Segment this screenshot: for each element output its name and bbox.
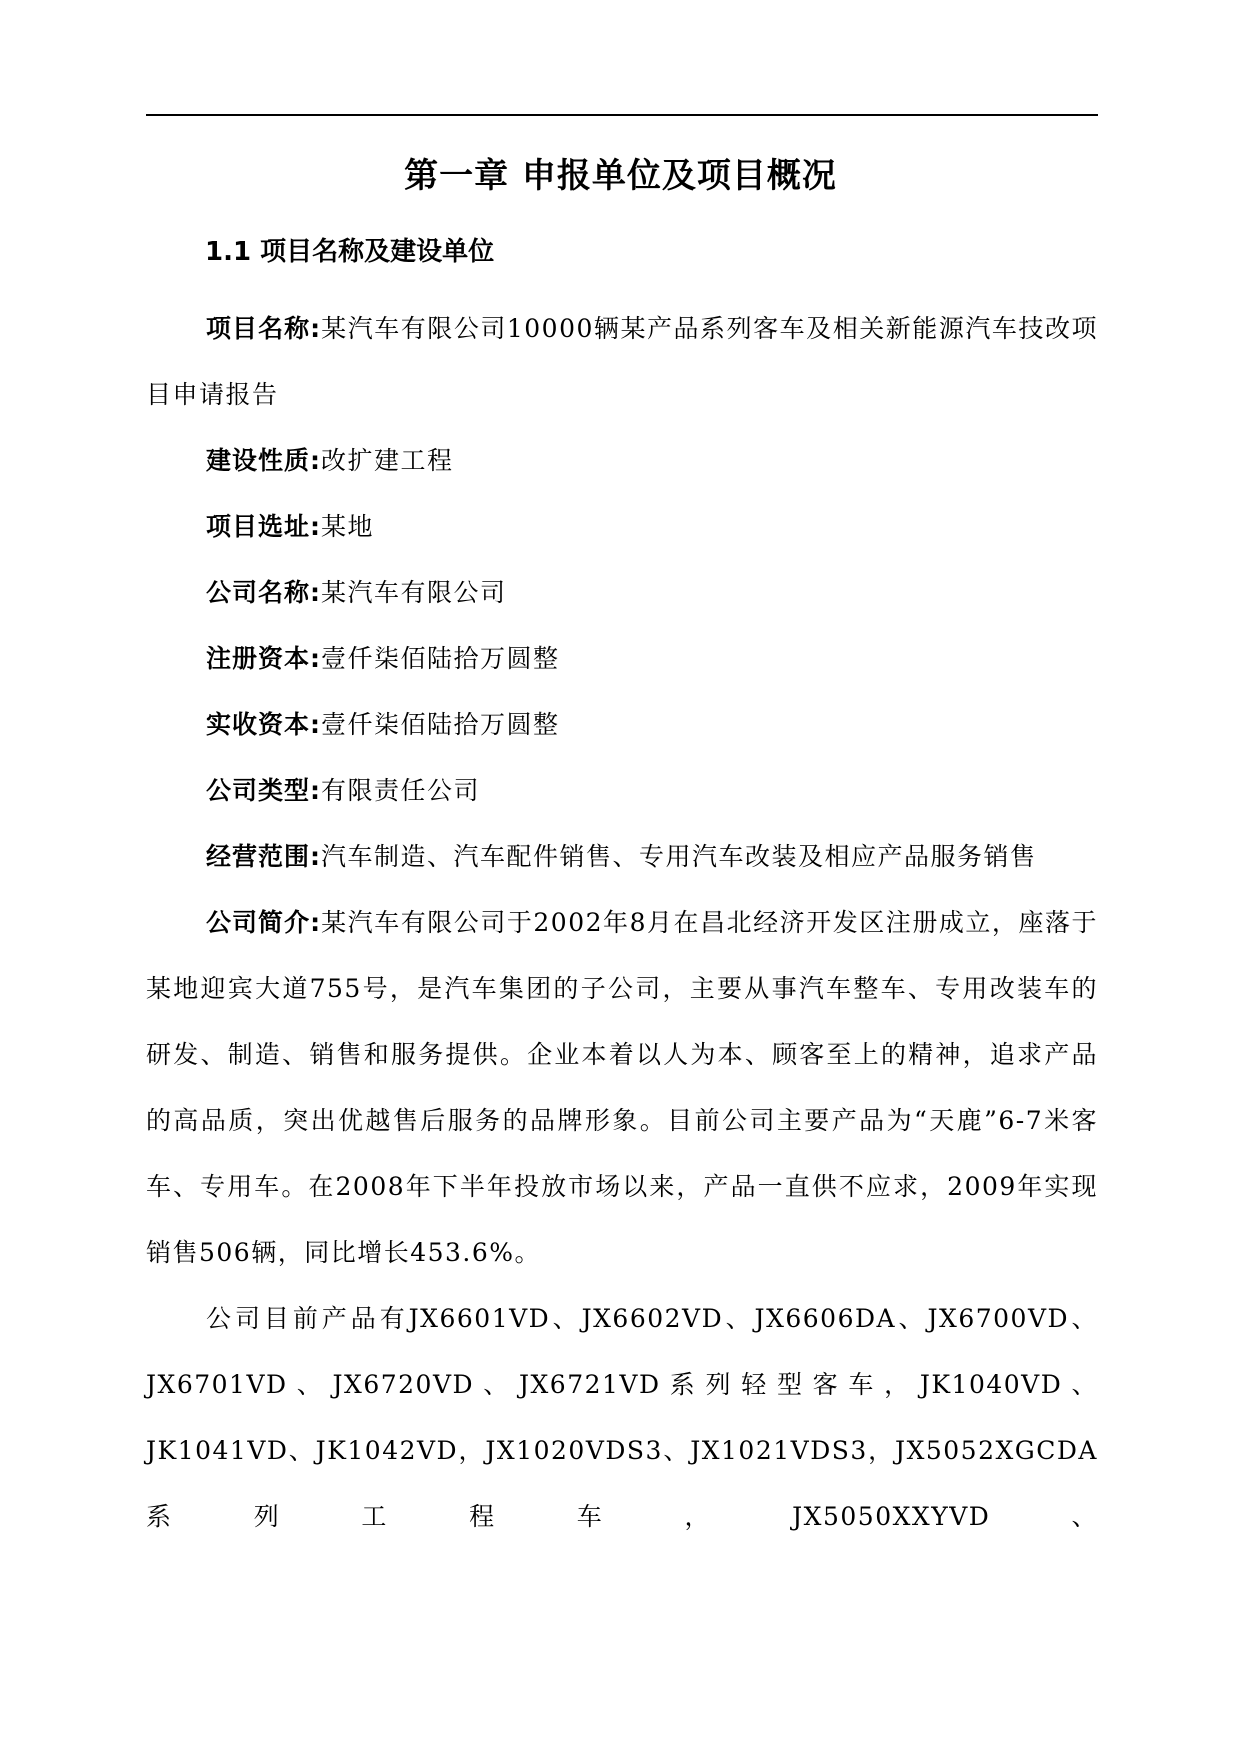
field-value: 汽车制造、汽车配件销售、专用汽车改装及相应产品服务销售 xyxy=(321,842,1037,871)
field-project-site xyxy=(146,494,1098,560)
header-rule xyxy=(146,114,1098,116)
field-value: 壹仟柒佰陆拾万圆整 xyxy=(321,644,560,673)
field-paid-in-capital xyxy=(146,692,1098,758)
field-label: 实收资本: xyxy=(206,710,321,739)
field-value: 壹仟柒佰陆拾万圆整 xyxy=(321,710,560,739)
field-label: 公司名称: xyxy=(206,578,321,607)
field-label: 经营范围: xyxy=(206,842,321,871)
field-company-name xyxy=(146,560,1098,626)
field-label: 注册资本: xyxy=(206,644,321,673)
field-label: 项目名称: xyxy=(206,314,322,343)
section-heading: 1.1 项目名称及建设单位 xyxy=(205,237,495,267)
field-project-name xyxy=(146,296,1098,428)
field-label: 项目选址: xyxy=(206,512,321,541)
field-value: 某地 xyxy=(321,512,375,541)
field-value: 改扩建工程 xyxy=(321,446,454,475)
field-label: 建设性质: xyxy=(206,446,321,475)
document-body xyxy=(146,296,1098,1550)
field-registered-capital xyxy=(146,626,1098,692)
field-business-scope xyxy=(146,824,1098,890)
company-intro xyxy=(146,890,1098,1286)
intro-label: 公司简介: xyxy=(206,908,322,937)
field-value: 某汽车有限公司10000辆某产品系列客车及相关新能源汽车技改项目申请报告 xyxy=(146,314,1098,409)
intro-text: 某汽车有限公司于2002年8月在昌北经济开发区注册成立，座落于某地迎宾大道755号，是汽车集团的子公司，主要从事汽车整车、专用改装车的研发、制造、销售和服务提供。企业本着以人为本、顾客至上的精神，追求产品的高品质，突出优越售后服务的品牌形象。目前公司主要产品为“天鹿”6-7米客车、专用车。在2008年下半年投放市场以来，产品一直供不应求，2009年实现销售506辆，同比增长453.6%。 xyxy=(146,908,1099,1267)
field-company-type xyxy=(146,758,1098,824)
field-value: 有限责任公司 xyxy=(321,776,481,805)
chapter-title: 第一章 申报单位及项目概况 xyxy=(404,156,837,196)
field-construction-nature xyxy=(146,428,1098,494)
field-label: 公司类型: xyxy=(206,776,321,805)
field-value: 某汽车有限公司 xyxy=(321,578,507,607)
products-paragraph: 公司目前产品有JX6601VD、JX6602VD、JX6606DA、JX6700VD、JX6701VD、JX6720VD、JX6721VD系列轻型客车，JK1040VD、JK1041VD、JK1042VD，JX1020VDS3、JX1021VDS3，JX5052XGCDA系列工程车，JX5050XXYVD、 xyxy=(146,1304,1098,1531)
